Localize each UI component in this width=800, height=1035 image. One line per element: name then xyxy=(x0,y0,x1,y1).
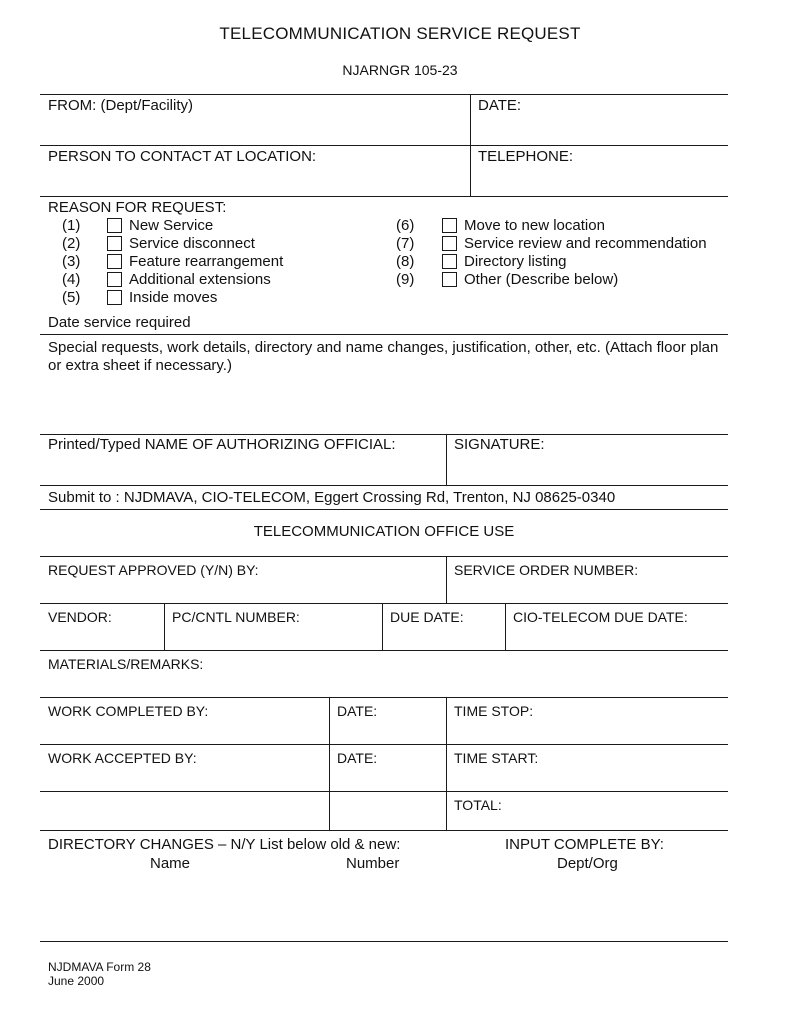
divider xyxy=(446,434,447,485)
special-requests-instructions: Special requests, work details, directory and name changes, justification, other, etc. (Attach floor plan or extra sheet if necessary.) xyxy=(48,339,719,374)
reason-number: (2) xyxy=(62,235,81,252)
authorizing-official-label: Printed/Typed NAME OF AUTHORIZING OFFICIAL: xyxy=(48,436,396,453)
reason-label: Other (Describe below) xyxy=(464,271,619,288)
reason-label: Service disconnect xyxy=(129,235,255,252)
office-use-heading: TELECOMMUNICATION OFFICE USE xyxy=(253,523,515,540)
reason-number: (5) xyxy=(62,289,81,306)
signature-label: SIGNATURE: xyxy=(454,436,545,453)
request-approved-label: REQUEST APPROVED (Y/N) BY: xyxy=(48,562,259,578)
reason-checkbox[interactable] xyxy=(442,272,457,287)
reason-number: (3) xyxy=(62,253,81,270)
reason-number: (6) xyxy=(396,217,415,234)
divider xyxy=(446,697,447,830)
divider xyxy=(382,603,383,650)
divider xyxy=(40,791,728,792)
divider xyxy=(40,697,728,698)
divider xyxy=(40,334,728,335)
reason-heading: REASON FOR REQUEST: xyxy=(48,199,227,216)
divider xyxy=(40,94,728,95)
reason-label: New Service xyxy=(129,217,214,234)
divider xyxy=(40,650,728,651)
cio-due-date-label: CIO-TELECOM DUE DATE: xyxy=(513,609,688,625)
divider xyxy=(40,145,728,146)
reason-label: Move to new location xyxy=(464,217,605,234)
accepted-date-label: DATE: xyxy=(337,750,378,766)
reason-number: (4) xyxy=(62,271,81,288)
pc-cntl-label: PC/CNTL NUMBER: xyxy=(172,609,300,625)
divider xyxy=(470,94,471,196)
service-order-label: SERVICE ORDER NUMBER: xyxy=(454,562,639,578)
divider xyxy=(40,744,728,745)
date-required-label: Date service required xyxy=(48,314,191,331)
reason-number: (1) xyxy=(62,217,81,234)
form-date: June 2000 xyxy=(48,974,105,988)
form-title: TELECOMMUNICATION SERVICE REQUEST xyxy=(219,24,581,43)
divider xyxy=(164,603,165,650)
reason-number: (8) xyxy=(396,253,415,270)
reason-label: Feature rearrangement xyxy=(129,253,284,270)
form-code: NJARNGR 105-23 xyxy=(342,62,458,78)
due-date-label: DUE DATE: xyxy=(390,609,464,625)
telephone-field-label: TELEPHONE: xyxy=(478,148,574,165)
date-field-label: DATE: xyxy=(478,97,522,114)
from-field-label: FROM: (Dept/Facility) xyxy=(48,97,194,114)
directory-changes-label: DIRECTORY CHANGES – N/Y List below old & new: xyxy=(48,836,401,853)
reason-label: Directory listing xyxy=(464,253,567,270)
divider xyxy=(40,196,728,197)
reason-checkbox[interactable] xyxy=(442,254,457,269)
divider xyxy=(40,603,728,604)
completed-date-label: DATE: xyxy=(337,703,378,719)
reason-number: (9) xyxy=(396,271,415,288)
divider xyxy=(329,697,330,830)
reason-label: Inside moves xyxy=(129,289,218,306)
time-start-label: TIME START: xyxy=(454,750,539,766)
reason-checkbox[interactable] xyxy=(107,218,122,233)
divider xyxy=(40,509,728,510)
materials-remarks-label: MATERIALS/REMARKS: xyxy=(48,656,204,672)
number-column-header: Number xyxy=(346,855,400,872)
time-stop-label: TIME STOP: xyxy=(454,703,534,719)
reason-checkbox[interactable] xyxy=(442,236,457,251)
submit-address: Submit to : NJDMAVA, CIO-TELECOM, Eggert Crossing Rd, Trenton, NJ 08625-0340 xyxy=(48,489,616,506)
reason-checkbox[interactable] xyxy=(107,236,122,251)
input-complete-label: INPUT COMPLETE BY: xyxy=(505,836,664,853)
divider xyxy=(40,434,728,435)
work-completed-label: WORK COMPLETED BY: xyxy=(48,703,209,719)
reason-label: Additional extensions xyxy=(129,271,271,288)
vendor-label: VENDOR: xyxy=(48,609,112,625)
work-accepted-label: WORK ACCEPTED BY: xyxy=(48,750,197,766)
divider xyxy=(505,603,506,650)
reason-checkbox[interactable] xyxy=(107,254,122,269)
name-column-header: Name xyxy=(150,855,191,872)
form-name: NJDMAVA Form 28 xyxy=(48,960,151,974)
divider xyxy=(446,556,447,603)
divider xyxy=(40,830,728,831)
reason-number: (7) xyxy=(396,235,415,252)
reason-checkbox[interactable] xyxy=(107,272,122,287)
reason-checkbox[interactable] xyxy=(442,218,457,233)
reason-label: Service review and recommendation xyxy=(464,235,707,252)
divider xyxy=(40,941,728,942)
contact-field-label: PERSON TO CONTACT AT LOCATION: xyxy=(48,148,317,165)
divider xyxy=(40,485,728,486)
dept-org-column-header: Dept/Org xyxy=(557,855,618,872)
reason-checkbox[interactable] xyxy=(107,290,122,305)
divider xyxy=(40,556,728,557)
total-label: TOTAL: xyxy=(454,797,502,813)
